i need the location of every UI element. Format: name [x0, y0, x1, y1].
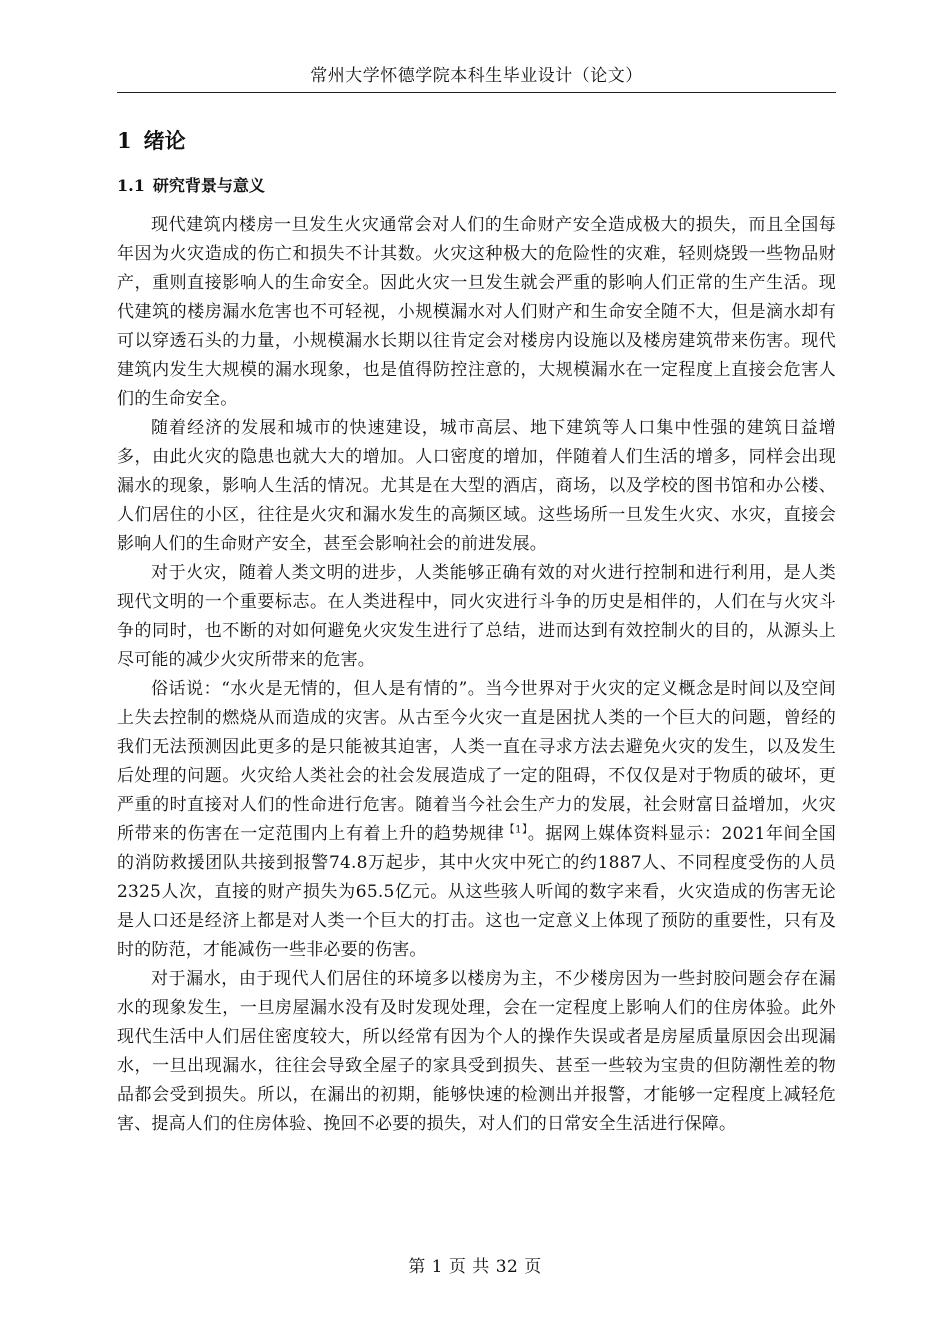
- paragraph: 对于火灾，随着人类文明的进步，人类能够正确有效的对火进行控制和进行利用，是人类现代文明的一个重要标志。在人类进程中，同火灾进行斗争的历史是相伴的，人们在与火灾斗争的同时，也不断的对如何避免火灾发生进行了总结，进而达到有效控制火的目的，从源头上尽可能的减少火灾所带来的危害。: [117, 563, 836, 670]
- paragraph-text-after-citation: 。据网上媒体资料显示：2021年间全国的消防救援团队共接到报警74.8万起步，其中火灾中死亡的约1887人、不同程度受伤的人员2325人次，直接的财产损失为65.5亿元。从这些骇人听闻的数字来看，火灾造成的伤害无论是人口还是经济上都是对人类一个巨大的打击。这也一定意义上体现了预防的重要性，只有及时的防范，才能减伤一些非必要的伤害。: [117, 824, 836, 960]
- paragraph: 随着经济的发展和城市的快速建设，城市高层、地下建筑等人口集中性强的建筑日益增多，由此火灾的隐患也就大大的增加。人口密度的增加，伴随着人们生活的增多，同样会出现漏水的现象，影响人生活的情况。尤其是在大型的酒店，商场，以及学校的图书馆和办公楼、人们居住的小区，往往是火灾和漏水发生的高频区域。这些场所一旦发生火灾、水灾，直接会影响人们的生命财产安全，甚至会影响社会的前进发展。: [117, 418, 836, 554]
- citation-reference: 【1】: [504, 824, 528, 836]
- section-title: 研究背景与意义: [152, 176, 265, 195]
- body-text: [117, 211, 836, 1139]
- paragraph: 对于漏水，由于现代人们居住的环境多以楼房为主，不少楼房因为一些封胶问题会存在漏水的现象发生，一旦房屋漏水没有及时发现处理，会在一定程度上影响人们的住房体验。此外现代生活中人们居住密度较大，所以经常有因为个人的操作失误或者是房屋质量原因会出现漏水，一旦出现漏水，往往会导致全屋子的家具受到损失、甚至一些较为宝贵的但防潮性差的物品都会受到损失。所以，在漏出的初期，能够快速的检测出并报警，才能够一定程度上减轻危害、提高人们的住房体验、挽回不必要的损失，对人们的日常安全生活进行保障。: [117, 969, 836, 1134]
- section-number: 1.1: [117, 176, 145, 195]
- chapter-number: 1: [117, 128, 132, 153]
- chapter-title: 绪论: [143, 128, 186, 153]
- page-footer: [0, 1253, 950, 1281]
- paragraph-text-before-citation: 俗话说：“水火是无情的，但人是有情的”。当今世界对于火灾的定义概念是时间以及空间上失去控制的燃烧从而造成的灾害。从古至今火灾一直是困扰人类的一个巨大的问题，曾经的我们无法预测因此更多的是只能被其迫害，人类一直在寻求方法去避免火灾的发生，以及发生后处理的问题。火灾给人类社会的社会发展造成了一定的阻碍，不仅仅是对于物质的破坏，更严重的时直接对人们的性命进行危害。随着当今社会生产力的发展，社会财富日益增加，火灾所带来的伤害在一定范围内上有着上升的趋势规律: [117, 679, 836, 844]
- page-header: [117, 62, 836, 93]
- chapter-heading: [117, 126, 186, 156]
- header-title: 常州大学怀德学院本科生毕业设计（论文）: [310, 66, 643, 86]
- section-heading: [117, 172, 265, 200]
- page-number-label: 第 1 页 共 32 页: [408, 1257, 542, 1277]
- paragraph: 现代建筑内楼房一旦发生火灾通常会对人们的生命财产安全造成极大的损失，而且全国每年因为火灾造成的伤亡和损失不计其数。火灾这种极大的危险性的灾难，轻则烧毁一些物品财产，重则直接影响人的生命安全。因此火灾一旦发生就会严重的影响人们正常的生产生活。现代建筑的楼房漏水危害也不可轻视，小规模漏水对人们财产和生命安全随不大，但是滴水却有可以穿透石头的力量，小规模漏水长期以往肯定会对楼房内设施以及楼房建筑带来伤害。现代建筑内发生大规模的漏水现象，也是值得防控注意的，大规模漏水在一定程度上直接会危害人们的生命安全。: [117, 215, 836, 409]
- paragraph-with-citation: [117, 675, 836, 965]
